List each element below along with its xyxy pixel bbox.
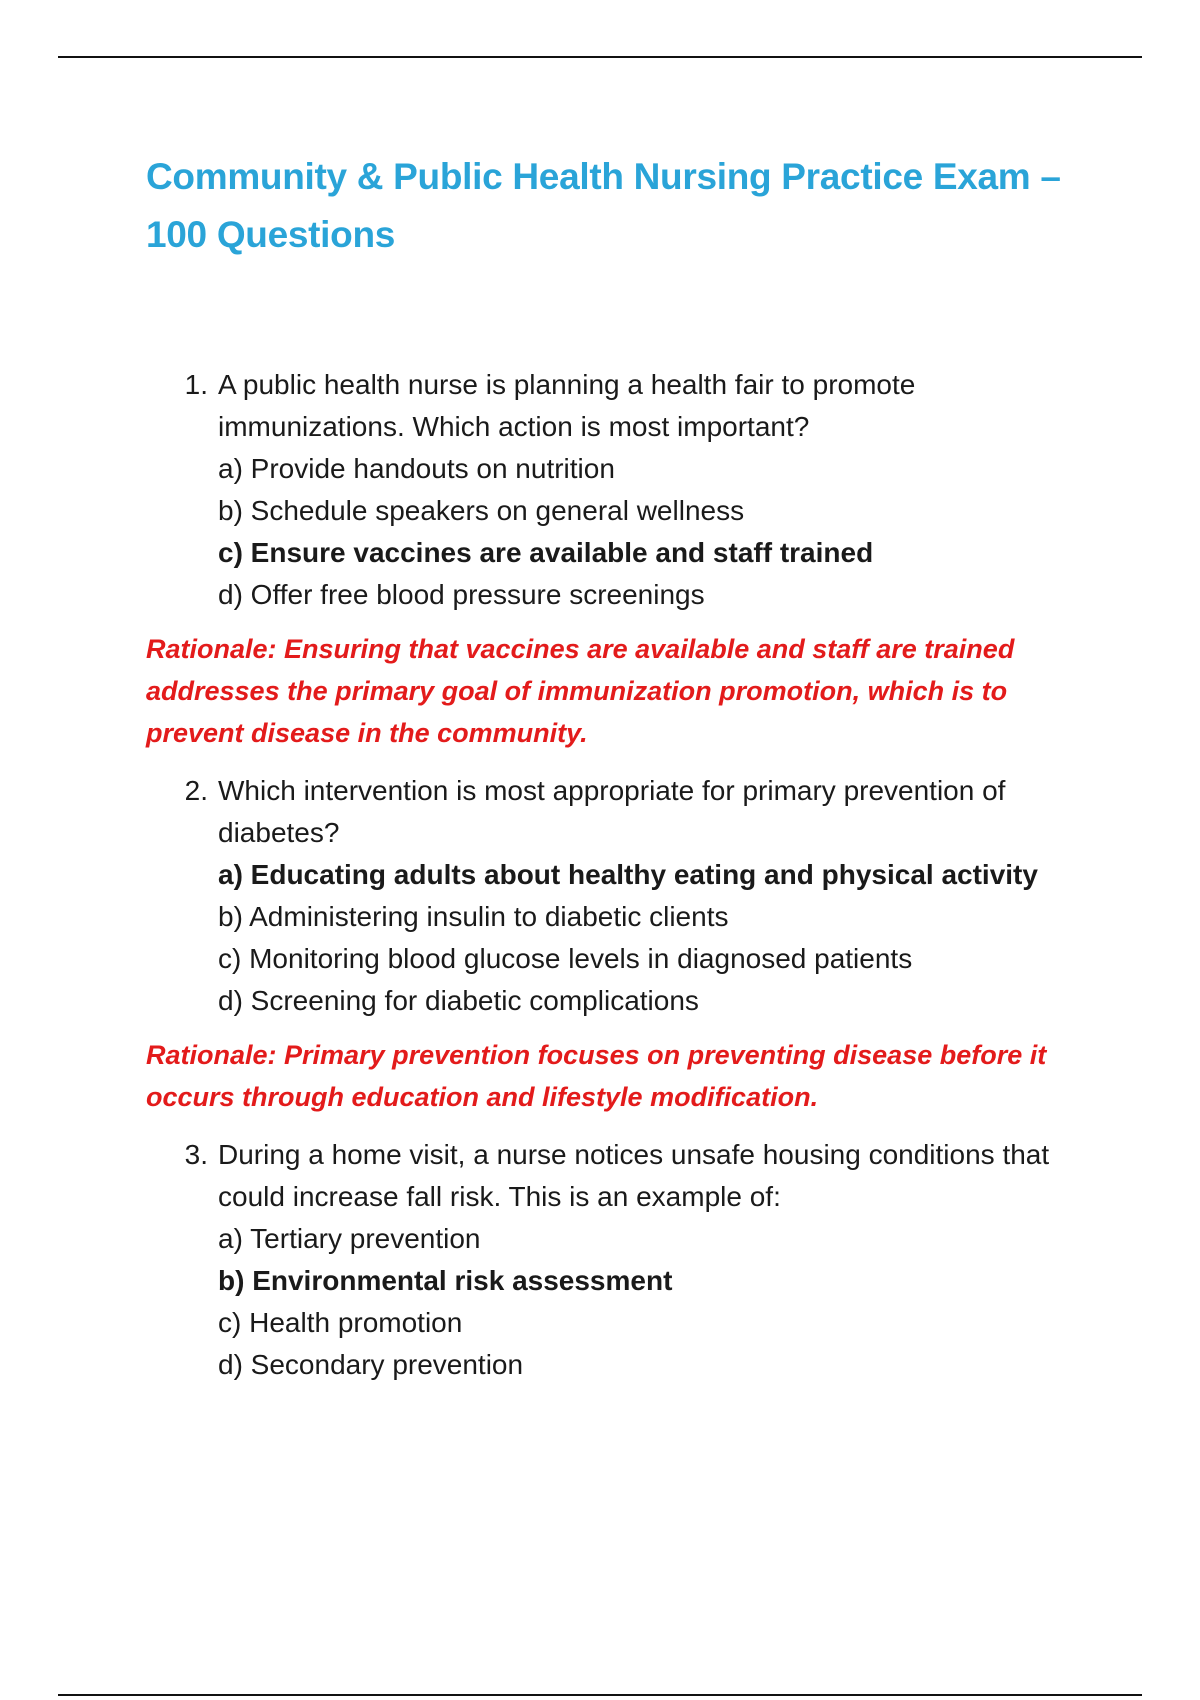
question-header bbox=[146, 1134, 1086, 1218]
answer-option: d) Screening for diabetic complications bbox=[218, 985, 699, 1016]
question-item bbox=[146, 770, 1086, 1022]
document-body bbox=[146, 148, 1086, 1386]
rationale-text: Rationale: Primary prevention focuses on preventing disease before it occurs through education and lifestyle modification. bbox=[146, 1040, 1047, 1112]
question-header bbox=[146, 364, 1086, 448]
question-text: A public health nurse is planning a health fair to promote immunizations. Which action is most important? bbox=[218, 369, 916, 442]
answer-option: d) Secondary prevention bbox=[218, 1349, 524, 1380]
question-number: 1. bbox=[184, 369, 208, 400]
question-number: 3. bbox=[184, 1139, 208, 1170]
bottom-page-rule bbox=[58, 1694, 1142, 1696]
question-header bbox=[146, 770, 1086, 854]
question-item bbox=[146, 364, 1086, 616]
answer-option: b) Administering insulin to diabetic clients bbox=[218, 901, 729, 932]
rationale-text: Rationale: Ensuring that vaccines are available and staff are trained addresses the primary goal of immunization promotion, which is to prevent disease in the community. bbox=[146, 634, 1015, 748]
top-page-rule bbox=[58, 56, 1142, 58]
rationale-item bbox=[146, 1034, 1086, 1118]
correct-answer-option: b) Environmental risk assessment bbox=[218, 1265, 673, 1296]
answer-option: c) Health promotion bbox=[218, 1307, 463, 1338]
rationale-item bbox=[146, 628, 1086, 754]
answer-option: d) Offer free blood pressure screenings bbox=[218, 579, 705, 610]
answer-options bbox=[146, 854, 1086, 1022]
document-title: Community & Public Health Nursing Practice Exam – 100 Questions bbox=[146, 156, 1061, 255]
answer-options bbox=[146, 448, 1086, 616]
answer-option: b) Schedule speakers on general wellness bbox=[218, 495, 745, 526]
correct-answer-option: c) Ensure vaccines are available and staff trained bbox=[218, 537, 874, 568]
correct-answer-option: a) Educating adults about healthy eating and physical activity bbox=[218, 859, 1038, 890]
answer-options bbox=[146, 1218, 1086, 1386]
question-number: 2. bbox=[184, 775, 208, 806]
question-text: During a home visit, a nurse notices unsafe housing conditions that could increase fall risk. This is an example of: bbox=[218, 1139, 1050, 1212]
answer-option: a) Provide handouts on nutrition bbox=[218, 453, 615, 484]
answer-option: a) Tertiary prevention bbox=[218, 1223, 481, 1254]
question-item bbox=[146, 1134, 1086, 1386]
answer-option: c) Monitoring blood glucose levels in diagnosed patients bbox=[218, 943, 913, 974]
question-text: Which intervention is most appropriate for primary prevention of diabetes? bbox=[218, 775, 1006, 848]
question-list bbox=[146, 364, 1086, 1386]
